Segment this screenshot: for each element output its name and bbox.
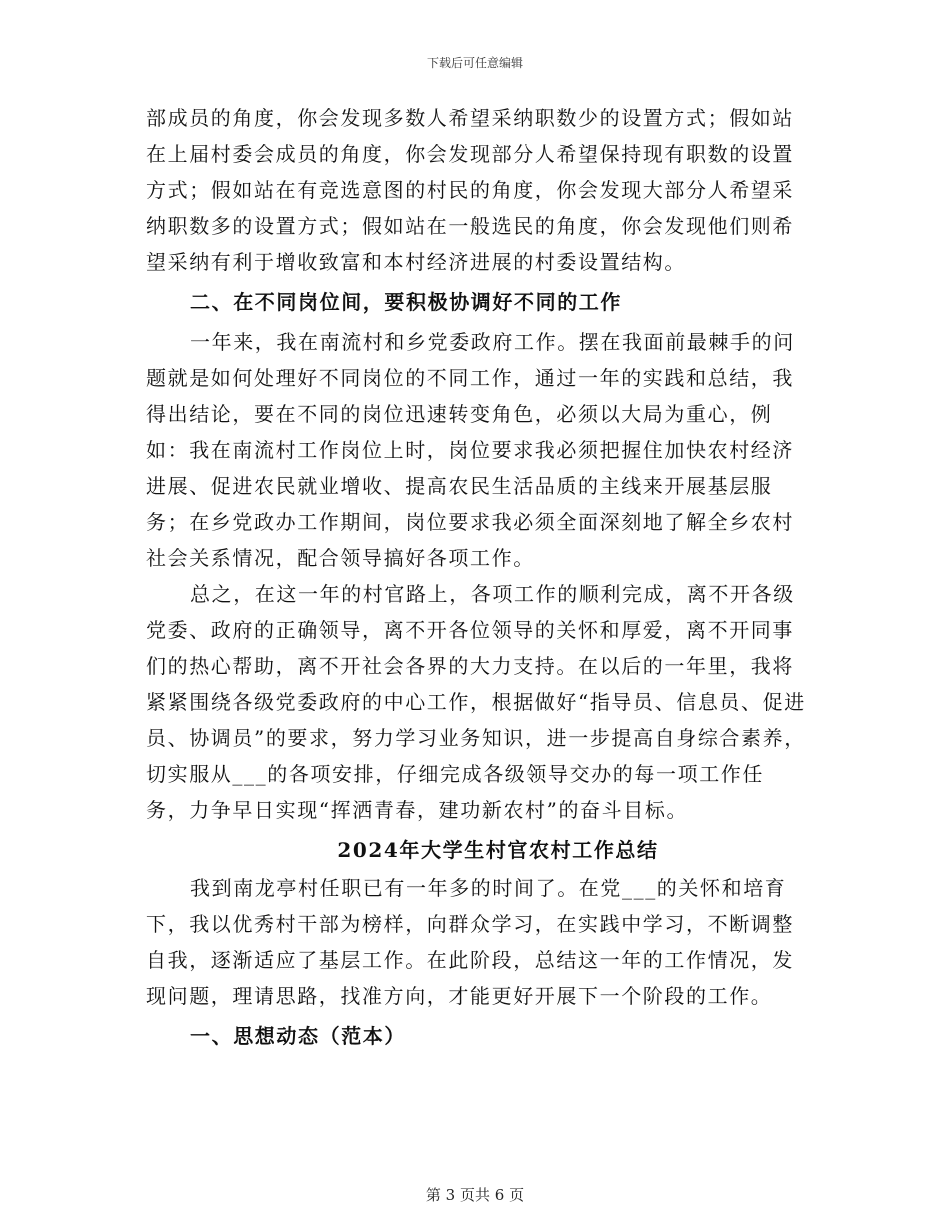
page-footer: 第 3 页共 6 页 (425, 1186, 525, 1204)
document-title: 2024年大学生村官农村工作总结 (337, 838, 659, 862)
paragraph-summary: 总之，在这一年的村官路上，各项工作的顺利完成，离不开各级党委、政府的正确领导，离不开各位领导的关怀和厚爱，离不开同事们的热心帮助，离不开社会各界的大力支持。在以后的一年里，我将紧紧围绕各级党委政府的中心工作，根据做好“指导员、信息员、促进员、协调员”的要求，努力学习业务知识，进一步提高自身综合素养，切实服从___的各项安排，仔细完成各级领导交办的每一项工作任务，力争早日实现“挥洒青春，建功新农村”的奋斗目标。 (146, 582, 806, 822)
paragraph-positions: 一年来，我在南流村和乡党委政府工作。摆在我面前最棘手的问题就是如何处理好不同岗位的不同工作，通过一年的实践和总结，我得出结论，要在不同的岗位迅速转变角色，必须以大局为重心，例如：我在南流村工作岗位上时，岗位要求我必须把握住加快农村经济进展、促进农民就业增收、提高农民生活品质的主线来开展基层服务；在乡党政办工作期间，岗位要求我必须全面深刻地了解全乡农村社会关系情况，配合领导搞好各项工作。 (146, 330, 795, 570)
paragraph-intro: 我到南龙亭村任职已有一年多的时间了。在党___的关怀和培育下，我以优秀村干部为榜样，向群众学习，在实践中学习，不断调整自我，逐渐适应了基层工作。在此阶段，总结这一年的工作情况，发现问题，理请思路，找准方向，才能更好开展下一个阶段的工作。 (146, 876, 794, 1008)
paragraph-continued: 部成员的角度，你会发现多数人希望采纳职数少的设置方式；假如站在上届村委会成员的角度，你会发现部分人希望保持现有职数的设置方式；假如站在有竞选意图的村民的角度，你会发现大部分人希望采纳职数多的设置方式；假如站在一般选民的角度，你会发现他们则希望采纳有利于增收致富和本村经济进展的村委设置结构。 (146, 106, 794, 274)
document-body (146, 100, 806, 1058)
page-header: 下载后可任意编辑 (426, 56, 523, 70)
section-heading-1: 一、思想动态（范本） (190, 1024, 406, 1048)
section-heading-2: 二、在不同岗位间，要积极协调好不同的工作 (190, 290, 622, 314)
